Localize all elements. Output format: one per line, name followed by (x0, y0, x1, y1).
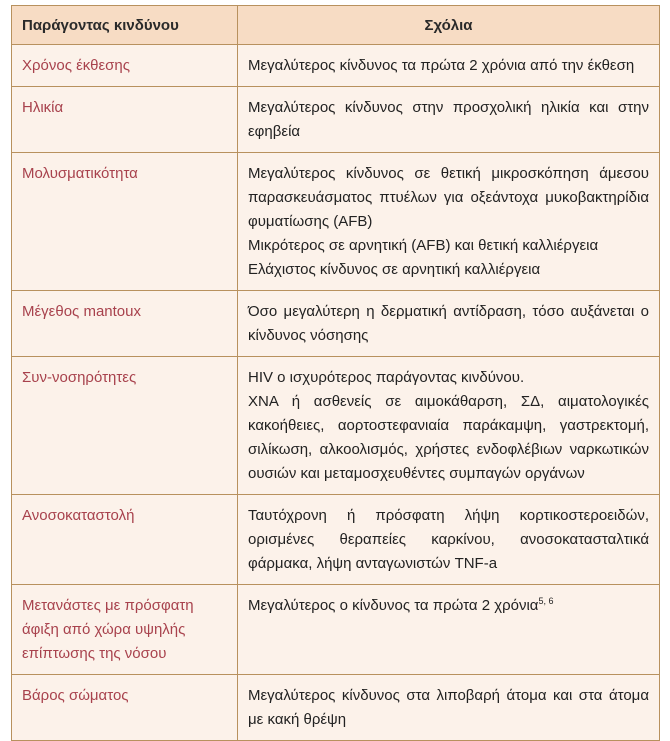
table-row (12, 495, 660, 585)
reference-superscript: 5, 6 (538, 596, 554, 606)
factor-cell: Μολυσματικότητα (12, 153, 238, 291)
comment-text: ΧΝΑ ή ασθενείς σε αιμοκάθαρση, ΣΔ, αιματολογικές κακοήθειες, αορτοστεφανιαία παράκαμψη, γαστρεκτομή, σιλίκωση, αλκοολισμός, χρήστες ενδοφλέβιων ναρκωτικών ουσιών και μεταμοσχευθέντες συμπαγών οργάνων (248, 393, 649, 482)
comment-text: Όσο μεγαλύτερη η δερματική αντίδραση, τόσο αυξάνεται ο κίνδυνος νόσησης (248, 303, 649, 344)
comment-text (248, 594, 649, 618)
comment-text: Μικρότερος σε αρνητική (AFB) και θετική καλλιέργεια (248, 237, 599, 254)
factor-cell: Μέγεθος mantoux (12, 291, 238, 357)
factor-cell: Ηλικία (12, 87, 238, 153)
comment-text: Ταυτόχρονη ή πρόσφατη λήψη κορτικοστεροειδών, ορισμένες θεραπείες καρκίνου, ανοσοκατασταλτικά φάρμακα, λήψη ανταγωνιστών TNF-a (248, 507, 649, 572)
column-header-factor: Παράγοντας κινδύνου (12, 6, 238, 45)
comment-cell (238, 153, 660, 291)
factor-cell: Βάρος σώματος (12, 675, 238, 741)
comment-text: Μεγαλύτερος κίνδυνος σε θετική μικροσκόπηση άμεσου παρασκευάσματος πτυέλων για οξεάντοχα μυκοβακτηρίδια φυματίωσης (AFB) (248, 165, 649, 230)
table-row (12, 357, 660, 495)
comment-cell (238, 87, 660, 153)
comment-text: HIV ο ισχυρότερος παράγοντας κινδύνου. (248, 369, 525, 386)
risk-factors-table (11, 5, 660, 741)
factor-cell: Ανοσοκαταστολή (12, 495, 238, 585)
factor-cell: Μετανάστες με πρόσφατη άφιξη από χώρα υψηλής επίπτωσης της νόσου (12, 585, 238, 675)
comment-text: Ελάχιστος κίνδυνος σε αρνητική καλλιέργεια (248, 261, 541, 278)
comment-text: Μεγαλύτερος κίνδυνος στην προσχολική ηλικία και στην εφηβεία (248, 99, 649, 140)
factor-cell: Χρόνος έκθεσης (12, 45, 238, 87)
comment-cell (238, 357, 660, 495)
comment-body: Μεγαλύτερος ο κίνδυνος τα πρώτα 2 χρόνια (248, 597, 539, 614)
comment-text: Μεγαλύτερος κίνδυνος τα πρώτα 2 χρόνια από την έκθεση (248, 57, 635, 74)
table-row (12, 87, 660, 153)
comment-cell (238, 585, 660, 675)
table-row (12, 291, 660, 357)
table-row (12, 153, 660, 291)
comment-cell (238, 291, 660, 357)
table-header-row (12, 6, 660, 45)
comment-text: Μεγαλύτερος κίνδυνος στα λιποβαρή άτομα και στα άτομα με κακή θρέψη (248, 687, 649, 728)
factor-cell: Συν-νοσηρότητες (12, 357, 238, 495)
comment-cell (238, 45, 660, 87)
table-row (12, 45, 660, 87)
table-row (12, 585, 660, 675)
column-header-comments: Σχόλια (238, 6, 660, 45)
comment-cell (238, 495, 660, 585)
